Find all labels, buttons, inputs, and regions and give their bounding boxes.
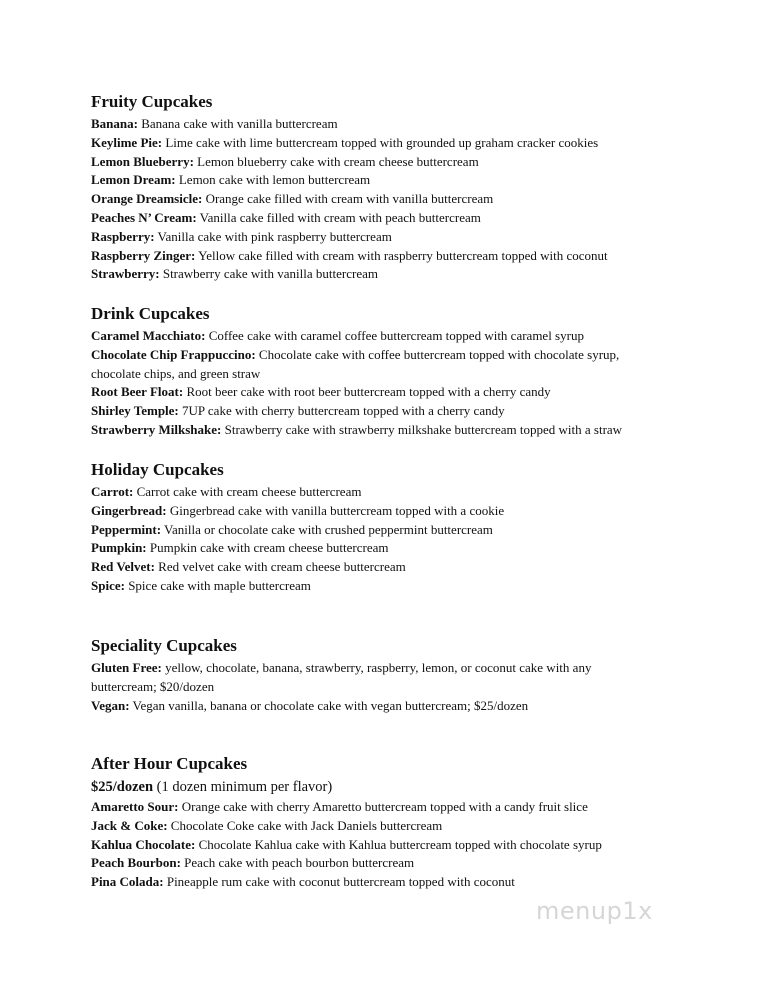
watermark-logo: menup1x — [536, 897, 653, 925]
price: $25/dozen — [91, 779, 154, 795]
menu-item: Vegan: Vegan vanilla, banana or chocolate cake with vegan buttercream; $25/dozen — [91, 697, 529, 713]
price-line — [91, 777, 731, 797]
menu-item: Red Velvet: Red velvet cake with cream cheese buttercream — [91, 559, 406, 575]
menu-item: Carrot: Carrot cake with cream cheese buttercream — [91, 484, 362, 499]
menu-item: Raspberry Zinger: Yellow cake filled with cream with raspberry buttercream topped with coconut — [91, 247, 608, 263]
menu-item: Peaches N’ Cream: Vanilla cake filled with cream with peach buttercream — [91, 209, 481, 225]
menu-item: Root Beer Float: Root beer cake with root beer buttercream topped with a cherry candy — [91, 384, 551, 400]
menu-item: Strawberry Milkshake: Strawberry cake with strawberry milkshake buttercream topped with a straw — [91, 421, 623, 437]
menu-item: Lemon Dream: Lemon cake with lemon buttercream — [91, 172, 371, 188]
menu-item: Peppermint: Vanilla or chocolate cake with crushed peppermint buttercream — [91, 521, 493, 537]
section-drink-cupcakes — [91, 304, 731, 440]
menu-item: Amaretto Sour: Orange cake with cherry Amaretto buttercream topped with a candy fruit slice — [91, 799, 588, 814]
menu-item: Strawberry: Strawberry cake with vanilla buttercream — [91, 266, 378, 282]
menu-item: Keylime Pie: Lime cake with lime buttercream topped with grounded up graham cracker cookies — [91, 134, 599, 150]
menu-item: Spice: Spice cake with maple buttercream — [91, 577, 311, 593]
menu-item: Banana: Banana cake with vanilla buttercream — [91, 116, 338, 131]
menu-item: Gingerbread: Gingerbread cake with vanilla buttercream topped with a cookie — [91, 502, 505, 518]
section-title: Holiday Cupcakes — [91, 460, 224, 479]
menu-item: Orange Dreamsicle: Orange cake filled with cream with vanilla buttercream — [91, 191, 494, 207]
menu-item: Jack & Coke: Chocolate Coke cake with Jack Daniels buttercream — [91, 817, 443, 833]
section-title: Drink Cupcakes — [91, 304, 210, 323]
section-holiday-cupcakes — [91, 460, 731, 596]
price-note: (1 dozen minimum per flavor) — [153, 779, 333, 795]
section-after-hour-cupcakes — [91, 754, 731, 892]
menu-item: Chocolate Chip Frappuccino: Chocolate cake with coffee buttercream topped with chocolate syrup, chocolate chips, and green straw — [91, 346, 620, 381]
menu-item: Caramel Macchiato: Coffee cake with caramel coffee buttercream topped with caramel syrup — [91, 328, 584, 343]
section-fruity-cupcakes — [91, 92, 731, 284]
menu-item: Gluten Free: yellow, chocolate, banana, strawberry, raspberry, lemon, or coconut cake with any buttercream; $20/dozen — [91, 660, 592, 694]
menu-item: Pina Colada: Pineapple rum cake with coconut buttercream topped with coconut — [91, 874, 515, 890]
menu-item: Raspberry: Vanilla cake with pink raspberry buttercream — [91, 228, 392, 244]
section-title: Speciality Cupcakes — [91, 636, 237, 655]
menu-item: Kahlua Chocolate: Chocolate Kahlua cake with Kahlua buttercream topped with chocolate syrup — [91, 836, 602, 852]
menu-item: Lemon Blueberry: Lemon blueberry cake with cream cheese buttercream — [91, 153, 479, 169]
section-title: After Hour Cupcakes — [91, 754, 248, 773]
menu-item: Pumpkin: Pumpkin cake with cream cheese buttercream — [91, 540, 389, 556]
section-title: Fruity Cupcakes — [91, 92, 213, 111]
section-speciality-cupcakes — [91, 636, 731, 715]
menu-item: Shirley Temple: 7UP cake with cherry buttercream topped with a cherry candy — [91, 403, 505, 419]
menu-item: Peach Bourbon: Peach cake with peach bourbon buttercream — [91, 855, 415, 871]
